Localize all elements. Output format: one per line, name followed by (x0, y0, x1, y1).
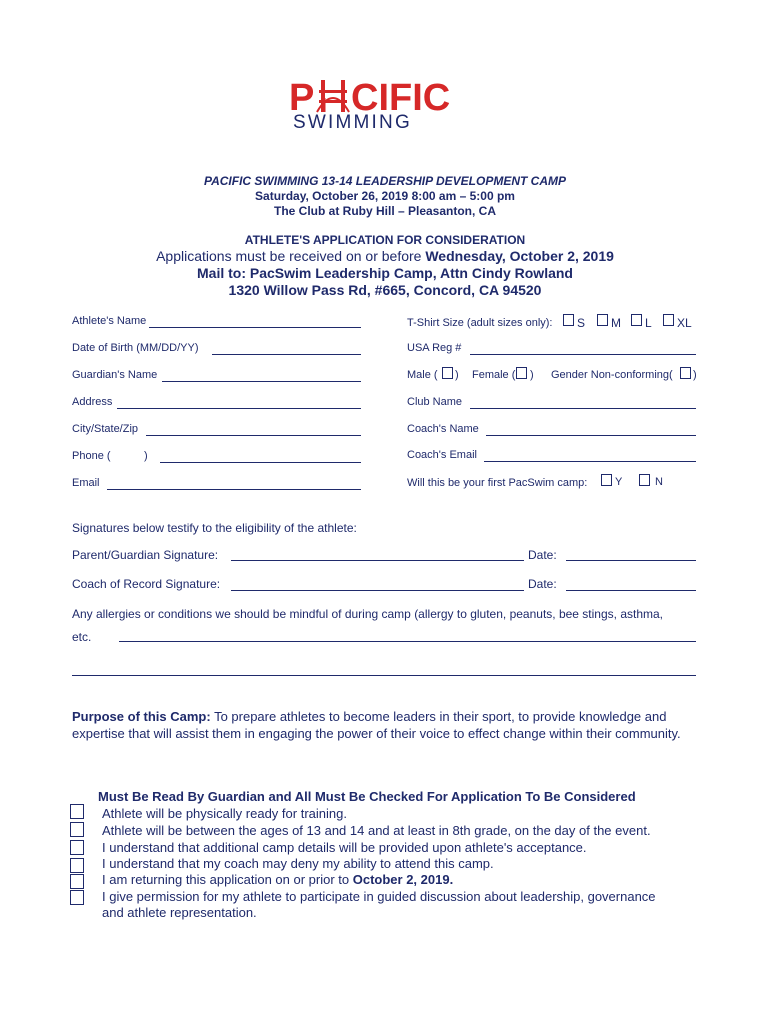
dob-field[interactable] (212, 354, 361, 355)
camp-date-time: Saturday, October 26, 2019 8:00 am – 5:00 pm (255, 189, 515, 203)
female-label: Female ( (472, 369, 516, 381)
deadline-date: Wednesday, October 2, 2019 (425, 248, 614, 264)
checklist-checkbox-3[interactable] (70, 840, 84, 855)
tshirt-label: T-Shirt Size (adult sizes only): (407, 317, 553, 329)
bridge-icon (317, 80, 349, 112)
svg-text:P: P (289, 77, 315, 119)
coach-name-label: Coach's Name (407, 423, 479, 435)
logo-graphic (287, 76, 479, 132)
dob-label: Date of Birth (MM/DD/YY) (72, 342, 199, 354)
first-camp-yes-label: Y (615, 476, 623, 488)
first-camp-label: Will this be your first PacSwim camp: (407, 477, 588, 489)
coach-email-field[interactable] (484, 461, 696, 462)
checklist-item-5-date: October 2, 2019. (352, 872, 454, 887)
size-l-checkbox[interactable] (631, 314, 642, 326)
phone-paren-close: ) (144, 450, 148, 462)
phone-label: Phone ( (72, 450, 111, 462)
parent-signature-label: Parent/Guardian Signature: (72, 548, 219, 562)
size-l-label: L (645, 316, 652, 330)
application-title: ATHLETE'S APPLICATION FOR CONSIDERATION (244, 233, 526, 247)
athlete-name-field[interactable] (149, 327, 361, 328)
first-camp-no-checkbox[interactable] (639, 474, 650, 486)
checklist-checkbox-5[interactable] (70, 874, 84, 889)
first-camp-no-label: N (655, 476, 663, 488)
allergies-line1: Any allergies or conditions we should be mindful of during camp (allergy to gluten, peanuts, bee stings, asthma, (72, 607, 663, 621)
checklist-item-2: Athlete will be between the ages of 13 and 14 and at least in 8th grade, on the day of the event. (102, 823, 651, 838)
city-state-zip-field[interactable] (146, 435, 361, 436)
size-xl-checkbox[interactable] (663, 314, 674, 326)
signatures-intro: Signatures below testify to the eligibility of the athlete: (72, 521, 357, 535)
club-name-label: Club Name (407, 396, 463, 408)
coach-signature-label: Coach of Record Signature: (72, 577, 221, 591)
gender-nc-checkbox[interactable] (680, 367, 691, 379)
checklist-item-5-text: I am returning this application on or prior to (102, 872, 353, 887)
coach-signature-field[interactable] (231, 590, 524, 591)
athlete-name-label: Athlete's Name (72, 315, 147, 327)
allergies-line2: etc. (72, 630, 92, 644)
coach-name-field[interactable] (486, 435, 696, 436)
camp-location: The Club at Ruby Hill – Pleasanton, CA (273, 204, 497, 218)
coach-date-field[interactable] (566, 590, 696, 591)
checklist-heading: Must Be Read By Guardian and All Must Be Checked For Application To Be Considered (98, 789, 636, 804)
size-m-checkbox[interactable] (597, 314, 608, 326)
email-label: Email (72, 477, 100, 489)
parent-date-field[interactable] (566, 560, 696, 561)
allergies-field-1[interactable] (119, 641, 696, 642)
checklist-checkbox-1[interactable] (70, 804, 84, 819)
club-name-field[interactable] (470, 408, 696, 409)
svg-text:CIFIC: CIFIC (351, 77, 451, 119)
guardian-name-field[interactable] (162, 381, 361, 382)
male-label: Male ( (407, 369, 438, 381)
checklist-item-4: I understand that my coach may deny my ability to attend this camp. (102, 856, 494, 871)
checklist-item-1: Athlete will be physically ready for training. (102, 806, 347, 821)
checklist-item-3: I understand that additional camp details will be provided upon athlete's acceptance. (102, 840, 587, 855)
coach-date-label: Date: (528, 577, 557, 591)
checklist-checkbox-2[interactable] (70, 822, 84, 837)
gender-nc-paren-close: ) (693, 369, 697, 381)
phone-field[interactable] (160, 462, 361, 463)
deadline-prefix: Applications must be received on or before (156, 248, 426, 264)
camp-title: PACIFIC SWIMMING 13-14 LEADERSHIP DEVELOPMENT CAMP (203, 174, 567, 188)
city-state-zip-label: City/State/Zip (72, 423, 139, 435)
size-m-label: M (611, 316, 621, 330)
checklist-item-5 (102, 872, 453, 887)
size-s-checkbox[interactable] (563, 314, 574, 326)
deadline-line (0, 248, 770, 264)
parent-date-label: Date: (528, 548, 557, 562)
male-paren-close: ) (455, 369, 459, 381)
gender-nc-label: Gender Non-conforming( (551, 369, 673, 381)
usa-reg-label: USA Reg # (407, 342, 462, 354)
checklist-checkbox-6[interactable] (70, 890, 84, 905)
mail-to-line: Mail to: PacSwim Leadership Camp, Attn Cindy Rowland (197, 265, 573, 281)
checklist-item-6-line2: and athlete representation. (102, 905, 257, 920)
svg-text:SWIMMING: SWIMMING (293, 112, 412, 132)
address-label: Address (72, 396, 113, 408)
mail-address: 1320 Willow Pass Rd, #665, Concord, CA 94520 (228, 282, 542, 298)
coach-email-label: Coach's Email (407, 449, 477, 461)
address-field[interactable] (117, 408, 361, 409)
guardian-name-label: Guardian's Name (72, 369, 158, 381)
size-s-label: S (577, 316, 586, 330)
purpose-paragraph (72, 709, 702, 742)
purpose-text: To prepare athletes to become leaders in their sport, to provide knowledge and expertise that will assist them in engaging the power of their voice to effect change within their community. (72, 709, 681, 741)
female-checkbox[interactable] (516, 367, 527, 379)
email-field[interactable] (107, 489, 361, 490)
male-checkbox[interactable] (442, 367, 453, 379)
female-paren-close: ) (530, 369, 534, 381)
parent-signature-field[interactable] (231, 560, 524, 561)
purpose-label: Purpose of this Camp: (72, 709, 211, 724)
first-camp-yes-checkbox[interactable] (601, 474, 612, 486)
size-xl-label: XL (677, 316, 692, 330)
pacific-swimming-logo (287, 76, 479, 132)
usa-reg-field[interactable] (470, 354, 696, 355)
allergies-field-2[interactable] (72, 675, 696, 676)
checklist-item-6-line1: I give permission for my athlete to participate in guided discussion about leadership, governance (102, 889, 656, 904)
checklist-checkbox-4[interactable] (70, 858, 84, 873)
